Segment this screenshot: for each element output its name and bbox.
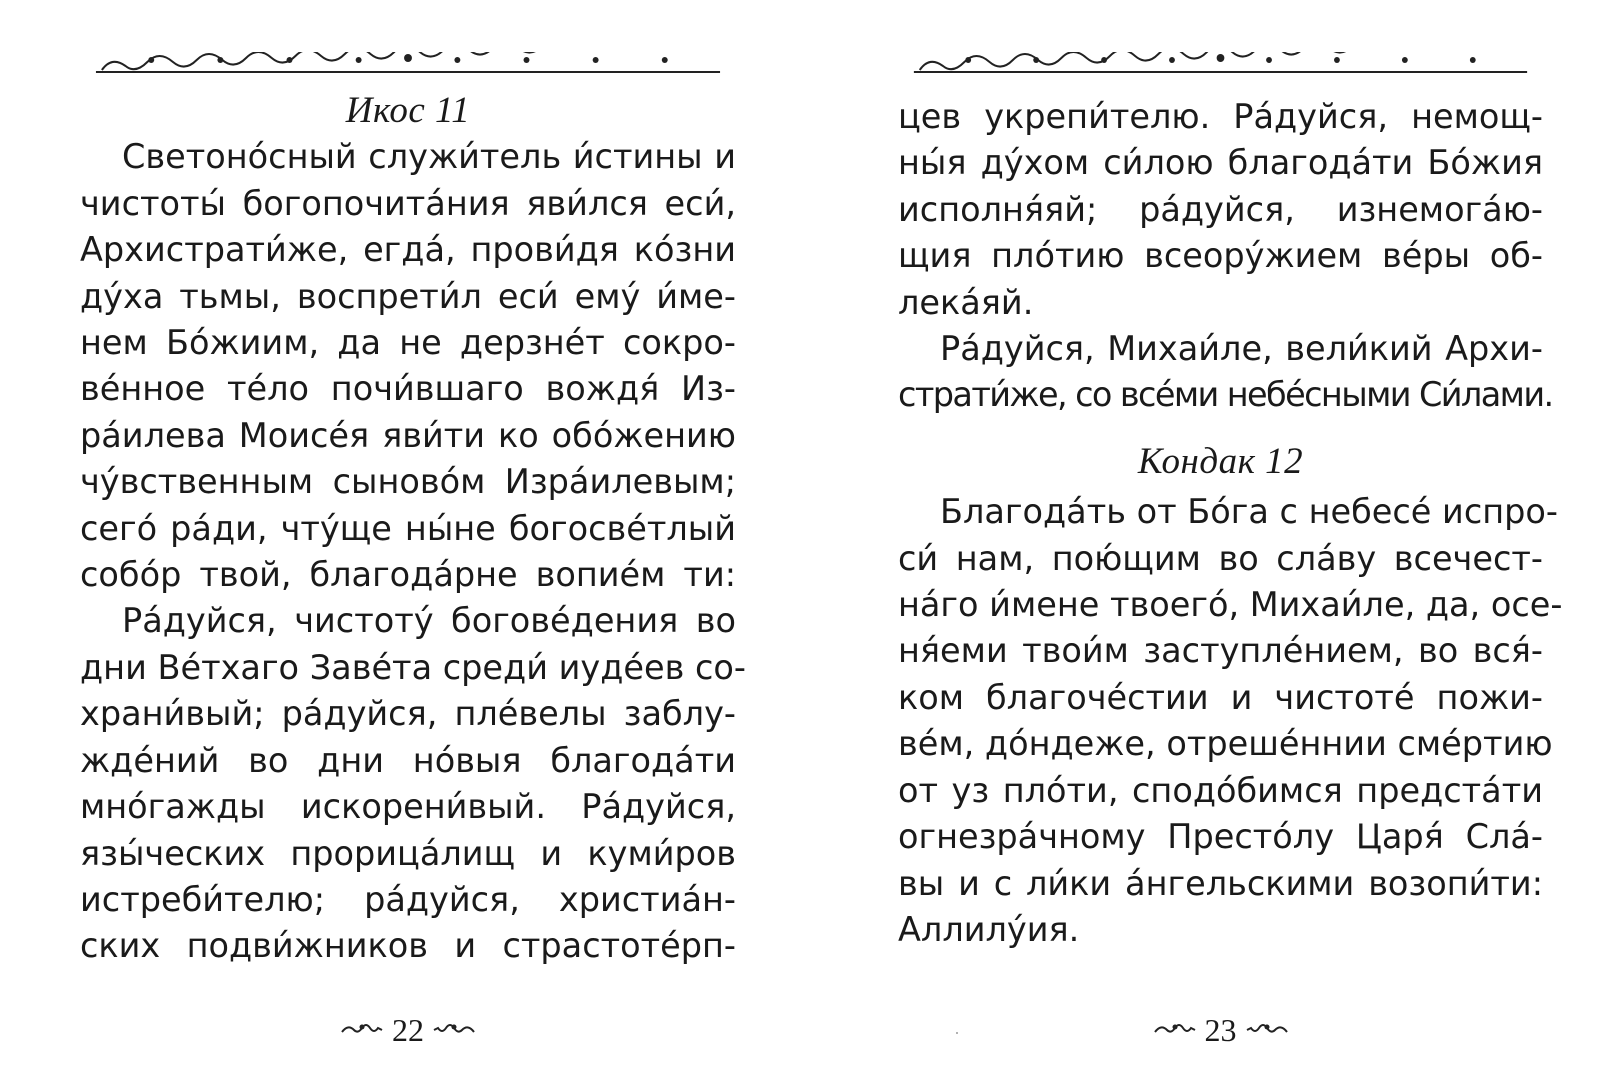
text-line: чистоты́ богопочита́ния яви́лся еси́,: [80, 183, 736, 223]
text-line: нем Бо́жиим, да не дерзне́т сокро-: [80, 323, 736, 363]
right-text-block: [898, 94, 1563, 953]
page-number-text: 22: [392, 1012, 424, 1048]
text-line: Аллилу́ия.: [898, 909, 1080, 949]
text-line: ком благоче́стии и чистоте́ пожи-: [898, 677, 1543, 717]
section-heading: Икос 11: [345, 90, 471, 131]
text-line: Благода́ть от Бо́га с небесе́ испро-: [940, 492, 1558, 532]
text-line: Ра́дуйся, Михаи́ле, вели́кий Архи-: [940, 329, 1543, 369]
text-line: страти́же, со все́ми небе́сными Си́лами.: [898, 375, 1553, 415]
text-line: сего́ ра́ди, чту́ще ны́не богосве́тлый: [80, 508, 736, 548]
left-text-block: [80, 88, 746, 970]
text-line: ра́илева Моисе́я яви́ти ко обо́жению: [80, 415, 736, 455]
text-line: Архистрати́же, егда́, прови́дя ко́зни: [80, 230, 736, 270]
text-line: вы и с ли́ки а́нгельскими возопи́ти:: [898, 863, 1543, 903]
text-line: ня́еми твои́м заступле́нием, во вся́-: [898, 631, 1543, 671]
text-line: щия пло́тию всеору́жием ве́ры об-: [898, 236, 1543, 276]
text-line: храни́вый; ра́дуйся, пле́велы заблу-: [80, 694, 736, 734]
spacer: [898, 419, 1543, 439]
page-number-text: 23: [1204, 1012, 1237, 1048]
flourish-left-icon: [1153, 1022, 1197, 1038]
text-line: Ра́дуйся, чистоту́ богове́дения во: [122, 601, 736, 641]
text-line: цев укрепи́телю. Ра́дуйся, немощ-: [898, 97, 1543, 136]
text-line: чу́вственным сыново́м Изра́илевым;: [80, 462, 736, 502]
text-line: ве́нное те́ло почи́вшаго вождя́ Из-: [80, 369, 736, 409]
text-line: ду́ха тьмы, воспрети́л еси́ ему́ и́ме-: [80, 276, 736, 316]
text-line: жде́ний во дни но́выя благода́ти: [80, 740, 736, 780]
floral-border-icon: [910, 52, 1531, 78]
text-line: истреби́телю; ра́дуйся, христиа́н-: [80, 879, 736, 919]
flourish-left-icon: [340, 1022, 384, 1038]
flourish-right-icon: [432, 1022, 476, 1038]
text-line: дни Ве́тхаго Заве́та среди́ иуде́ев со-: [80, 647, 746, 687]
text-line: Светоно́сный служи́тель и́стины и: [122, 137, 736, 177]
text-line: огнезра́чному Престо́лу Царя́ Сла́-: [898, 817, 1543, 857]
right-page: [898, 0, 1563, 1086]
left-page: [80, 0, 746, 1086]
page-number: [80, 1010, 736, 1050]
text-line: от уз пло́ти, сподо́бимся предста́ти: [898, 770, 1543, 810]
text-line: ских подви́жников и страстоте́рп-: [80, 926, 736, 966]
page-number: [898, 1010, 1543, 1050]
text-line: исполня́яй; ра́дуйся, изнемога́ю-: [898, 189, 1543, 229]
text-line: лека́яй.: [898, 282, 1034, 322]
text-line: ны́я ду́хом си́лою благода́ти Бо́жия: [898, 143, 1543, 183]
print-speck: [956, 1032, 958, 1034]
floral-border-icon: [92, 52, 724, 78]
text-line: на́го и́мене твоего́, Михаи́ле, да, осе-: [898, 585, 1563, 625]
flourish-right-icon: [1245, 1022, 1289, 1038]
text-line: мно́гажды искорени́вый. Ра́дуйся,: [80, 787, 736, 827]
text-line: язы́ческих прорица́лищ и куми́ров: [80, 833, 736, 873]
text-line: собо́р твой, благода́рне вопие́м ти:: [80, 555, 736, 595]
text-line: си́ нам, пою́щим во сла́ву всечест-: [898, 538, 1543, 578]
section-heading: Кондак 12: [1137, 440, 1304, 482]
text-line: ве́м, до́ндеже, отреше́ннии сме́ртию: [898, 724, 1553, 764]
